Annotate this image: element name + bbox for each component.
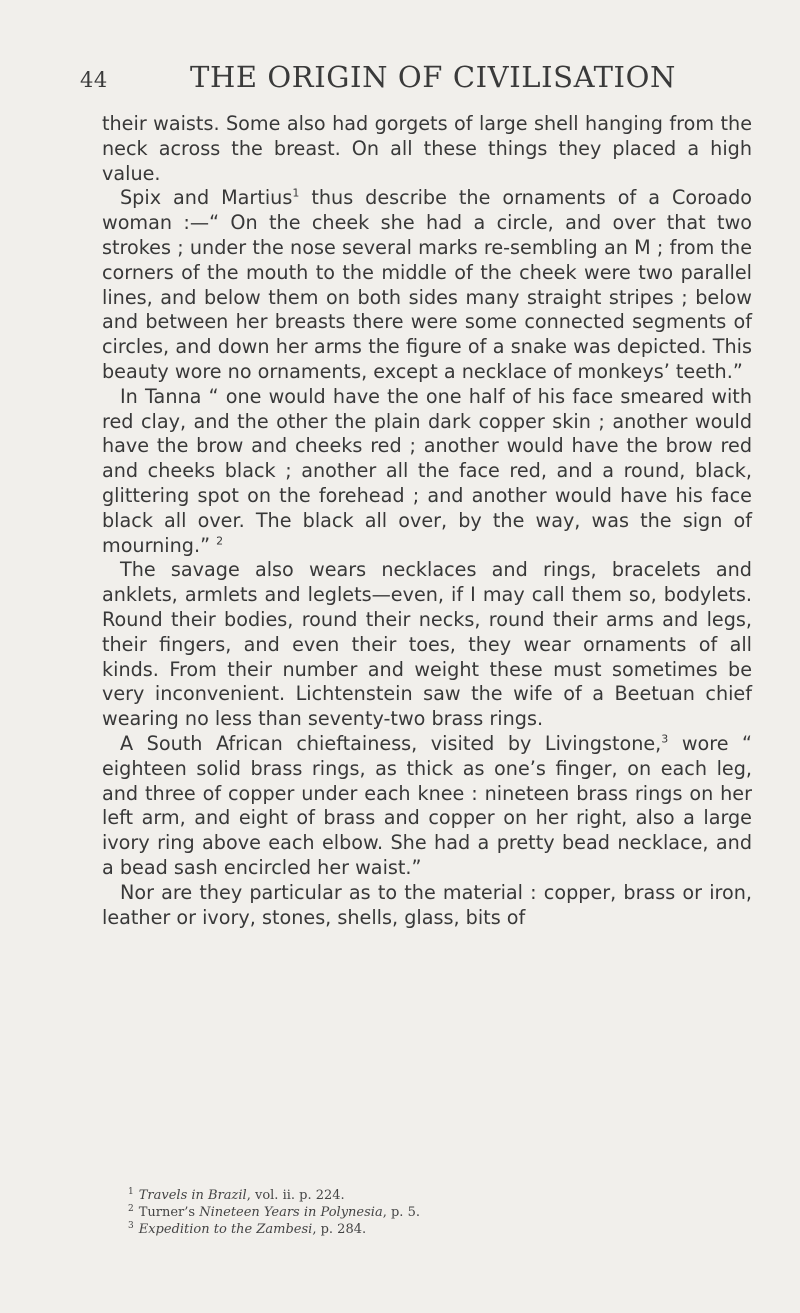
paragraph-text: Spix and Martius [120,186,293,210]
footnote-title: Nineteen Years in Polynesia [199,1205,383,1220]
footnote-title: Travels in Brazil [138,1188,247,1203]
footnote-number: 2 [128,1203,134,1214]
footnote-3 [102,1221,752,1238]
footnote-2 [102,1204,752,1221]
paragraph-text: A South African chieftainess, visited by Livingstone, [120,731,662,755]
footnote-suffix: , p. 5. [382,1205,420,1220]
paragraph-text: The savage also wears necklaces and rings, bracelets and anklets, armlets and leglets—even, if I may call them so, bodylets. Round their bodies, round their necks, round their arms and legs, their fingers, and even their toes, they wear ornaments of all kinds. From their number and weight these must sometimes be very inconvenient. Lichtenstein saw the wife of a Beetuan chief wearing no less than seventy-two brass rings. [102,558,752,731]
footnote-number: 1 [128,1186,134,1197]
footnote-suffix: , p. 284. [312,1222,367,1237]
footnote-marker: 1 [292,187,300,200]
footnote-title: Expedition to the Zambesi [138,1222,313,1237]
footnote-prefix: Turner’s [138,1205,200,1220]
paragraph-1 [102,112,752,186]
paragraph-5 [102,732,752,881]
page-number: 44 [80,68,108,92]
running-head: THE ORIGIN OF CIVILISATION [190,60,676,94]
paragraph-6 [102,881,752,931]
footnotes [102,1187,752,1238]
footnote-marker: 3 [661,732,669,746]
paragraph-text: thus describe the ornaments of a Coroado woman :—“ On the cheek she had a circle, and over that two strokes ; under the nose several marks re-sembling an M ; from the corners of the mouth to the middle of the cheek were two parallel lines, and below them on both sides many straight stripes ; below and between her breasts there were some connected segments of circles, and down her arms the figure of a snake was depicted. This beauty wore no ornaments, except a necklace of monkeys’ teeth.” [102,186,752,383]
paragraph-3 [102,385,752,559]
paragraph-2 [102,186,752,384]
footnote-1 [102,1187,752,1204]
footnote-suffix: , vol. ii. p. 224. [246,1188,345,1203]
footnote-marker: 2 [216,534,224,548]
paragraph-text: their waists. Some also had gorgets of large shell hanging from the neck across the breast. On all these things they placed a high value. [102,112,752,185]
paragraph-text: Nor are they particular as to the material : copper, brass or iron, leather or ivory, stones, shells, glass, bits of [102,880,752,929]
footnote-number: 3 [128,1220,134,1231]
paragraph-text: In Tanna “ one would have the one half of his face smeared with red clay, and the other the plain dark copper skin ; another would have the brow and cheeks red ; another would have the brow red and cheeks black ; another all the face red, and a round, black, glittering spot on the forehead ; and another would have his face black all over. The black all over, by the way, was the sign of mourning.” [102,384,752,557]
page-header [80,60,720,100]
body-text [102,112,752,930]
paragraph-4 [102,558,752,732]
paragraph-text: wore “ eighteen solid brass rings, as thick as one’s finger, on each leg, and three of copper under each knee : nineteen brass rings on her left arm, and eight of brass and copper on her right, also a large ivory ring above each elbow. She had a pretty bead necklace, and a bead sash encircled her waist.” [102,731,752,879]
